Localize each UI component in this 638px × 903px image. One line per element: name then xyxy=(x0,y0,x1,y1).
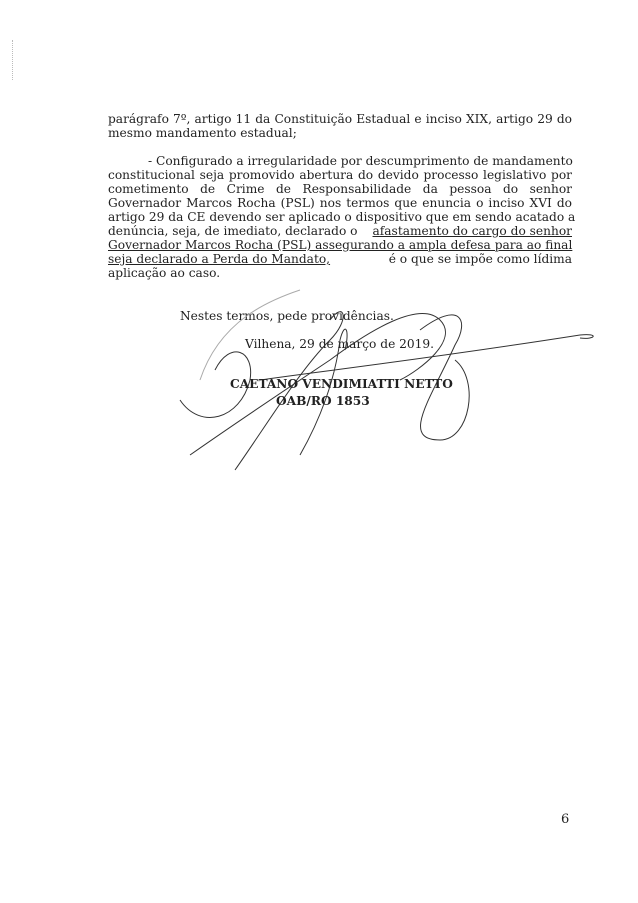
underlined-text: seja declarado a Perda do Mandato, xyxy=(108,252,331,266)
text-line: parágrafo 7º, artigo 11 da Constituição Estadual e inciso XIX, artigo 29 do xyxy=(108,112,572,126)
text-line: mesmo mandamento estadual; xyxy=(108,126,297,140)
page-number: 6 xyxy=(561,812,570,827)
signer-name: CAETANO VENDIMIATTI NETTO xyxy=(230,377,453,391)
text-line: Governador Marcos Rocha (PSL) nos termos que enuncia o inciso XVI do xyxy=(108,196,572,210)
place-date: Vilhena, 29 de março de 2019. xyxy=(245,337,435,351)
signer-oab: OAB/RO 1853 xyxy=(276,394,370,408)
closing-text: Nestes termos, pede providências. xyxy=(180,309,394,323)
text-line: constitucional seja promovido abertura do devido processo legislativo por xyxy=(108,168,572,182)
text-line: artigo 29 da CE devendo ser aplicado o dispositivo que em sendo acatado a xyxy=(108,210,576,224)
underlined-text: Governador Marcos Rocha (PSL) assegurando a ampla defesa para ao final xyxy=(108,238,573,252)
underlined-text: afastamento do cargo do senhor xyxy=(372,224,572,238)
text-segment: é o que se impõe como lídima xyxy=(388,252,572,266)
text-line: cometimento de Crime de Responsabilidade da pessoa do senhor xyxy=(108,182,572,196)
text-line: - Configurado a irregularidade por descumprimento de mandamento xyxy=(148,154,573,168)
text-line: aplicação ao caso. xyxy=(108,266,221,280)
text-segment: denúncia, seja, de imediato, declarado o xyxy=(108,224,358,238)
